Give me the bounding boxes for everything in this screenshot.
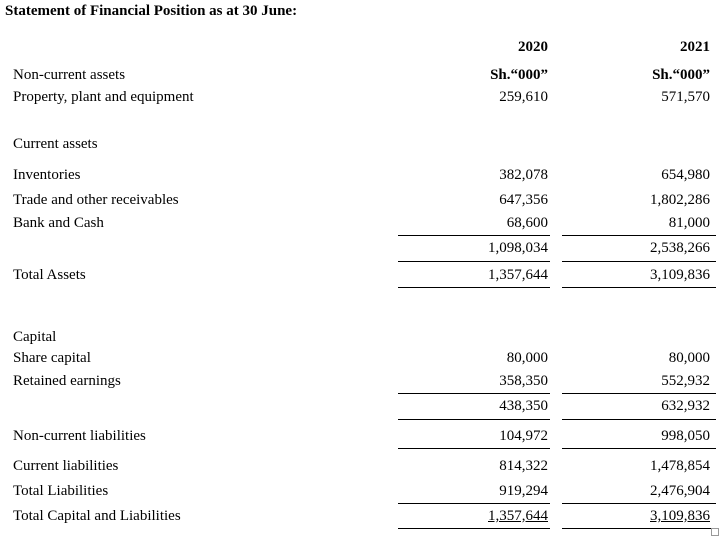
bank-cash-2020: 68,600 bbox=[506, 215, 548, 231]
ppe-label: Property, plant and equipment bbox=[13, 89, 194, 105]
non-current-liabilities-label: Non-current liabilities bbox=[13, 428, 146, 444]
rule-subtotal-2020 bbox=[398, 261, 550, 262]
share-capital-label: Share capital bbox=[13, 350, 91, 366]
receivables-2021: 1,802,286 bbox=[650, 192, 710, 208]
current-liabilities-2020: 814,322 bbox=[499, 458, 548, 474]
non-current-assets-heading: Non-current assets bbox=[13, 67, 126, 83]
non-current-liabilities-2021: 998,050 bbox=[661, 428, 710, 444]
capital-subtotal-2021: 632,932 bbox=[661, 398, 710, 414]
share-capital-2021: 80,000 bbox=[668, 350, 710, 366]
receivables-label: Trade and other receivables bbox=[13, 192, 179, 208]
year-header-2021: 2021 bbox=[680, 39, 710, 55]
rule-current-assets-2020 bbox=[398, 235, 550, 236]
inventories-2021: 654,980 bbox=[661, 167, 710, 183]
rule-total-assets-2020 bbox=[398, 287, 550, 288]
current-liabilities-2021: 1,478,854 bbox=[650, 458, 710, 474]
total-liabilities-2020: 919,294 bbox=[499, 483, 548, 499]
total-assets-2020: 1,357,644 bbox=[488, 267, 548, 283]
rule-current-assets-2021 bbox=[562, 235, 716, 236]
total-capital-liabilities-label: Total Capital and Liabilities bbox=[13, 508, 181, 524]
year-header-2020: 2020 bbox=[518, 39, 548, 55]
capital-subtotal-2020: 438,350 bbox=[499, 398, 548, 414]
rule-total-assets-2021 bbox=[562, 287, 716, 288]
total-capital-liabilities-2021: 3,109,836 bbox=[650, 508, 710, 524]
total-assets-label: Total Assets bbox=[13, 267, 86, 283]
rule-capital-2020 bbox=[398, 393, 550, 394]
page-title: Statement of Financial Position as at 30 June: bbox=[5, 3, 298, 19]
total-capital-liabilities-2020: 1,357,644 bbox=[488, 508, 548, 524]
resize-handle[interactable] bbox=[711, 528, 719, 536]
capital-heading: Capital bbox=[13, 329, 57, 345]
receivables-2020: 647,356 bbox=[499, 192, 548, 208]
bank-cash-label: Bank and Cash bbox=[13, 215, 104, 231]
rule-total-liabilities-2021 bbox=[562, 503, 716, 504]
retained-earnings-2020: 358,350 bbox=[499, 373, 548, 389]
current-assets-subtotal-2020: 1,098,034 bbox=[488, 240, 548, 256]
share-capital-2020: 80,000 bbox=[506, 350, 548, 366]
ppe-2020: 259,610 bbox=[499, 89, 548, 105]
rule-grand-total-2020 bbox=[398, 528, 550, 529]
unit-header-2020: Sh.“000” bbox=[490, 67, 548, 83]
current-liabilities-label: Current liabilities bbox=[13, 458, 119, 474]
unit-header-2021: Sh.“000” bbox=[652, 67, 710, 83]
bank-cash-2021: 81,000 bbox=[668, 215, 710, 231]
total-liabilities-label: Total Liabilities bbox=[13, 483, 109, 499]
inventories-2020: 382,078 bbox=[499, 167, 548, 183]
ppe-2021: 571,570 bbox=[661, 89, 710, 105]
rule-ncl-2020 bbox=[398, 448, 550, 449]
rule-grand-total-2021 bbox=[562, 528, 716, 529]
total-assets-2021: 3,109,836 bbox=[650, 267, 710, 283]
total-liabilities-2021: 2,476,904 bbox=[650, 483, 710, 499]
rule-capital-2021 bbox=[562, 393, 716, 394]
rule-ncl-2021 bbox=[562, 448, 716, 449]
non-current-liabilities-2020: 104,972 bbox=[499, 428, 548, 444]
rule-subtotal-2021 bbox=[562, 261, 716, 262]
current-assets-heading: Current assets bbox=[13, 136, 98, 152]
rule-capital-subtotal-2021 bbox=[562, 419, 716, 420]
rule-total-liabilities-2020 bbox=[398, 503, 550, 504]
retained-earnings-label: Retained earnings bbox=[13, 373, 121, 389]
retained-earnings-2021: 552,932 bbox=[661, 373, 710, 389]
inventories-label: Inventories bbox=[13, 167, 81, 183]
current-assets-subtotal-2021: 2,538,266 bbox=[650, 240, 710, 256]
rule-capital-subtotal-2020 bbox=[398, 419, 550, 420]
